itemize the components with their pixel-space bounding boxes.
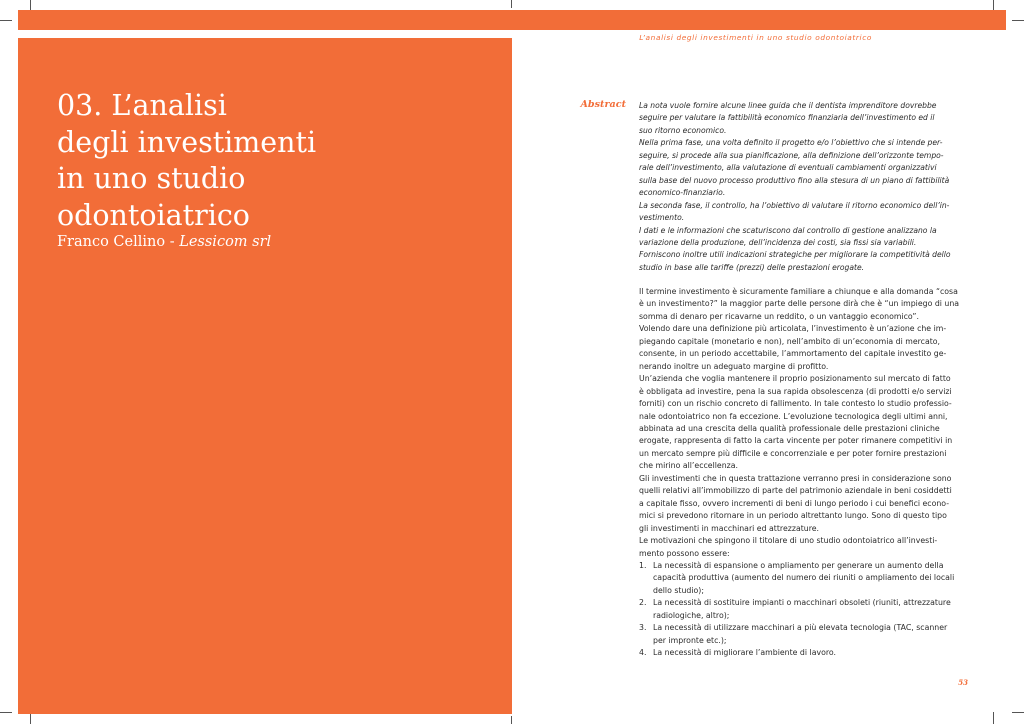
top-color-strip [18,10,1006,30]
list-item-number: 1. [639,560,647,570]
chapter-title-line: degli investimenti [57,125,317,159]
list-item [639,560,969,572]
body-line: nerando inoltre un adeguato margine di profitto. [639,361,829,371]
list-item-number: 2. [639,598,647,608]
list-item-text: La necessità di utilizzare macchinari a più elevata tecnologia (TAC, scanner [653,623,948,633]
abstract-line: suo ritorno economico. [639,125,727,135]
body-line: nale odontoiatrico non fa eccezione. L’evoluzione tecnologica degli ultimi anni, [639,411,948,421]
list-item [639,622,969,634]
list-item-continuation: capacità produttiva (aumento del numero dei riuniti o ampliamento dei locali [653,573,955,583]
list-item-number: 4. [639,648,647,658]
body-line: mici si prevedono ritornare in un periodo altrettanto lungo. Sono di questo tipo [639,511,947,521]
body-line: un mercato sempre più difficile e concorrenziale e per poter fornire prestazioni [639,448,947,458]
author-line [57,234,497,250]
chapter-title-line: in uno studio [57,162,246,195]
body-line: Un’azienda che voglia mantenere il proprio posizionamento sul mercato di fatto [639,374,951,384]
body-line: Il termine investimento è sicuramente familiare a chiunque e alla domanda “cosa [639,287,958,296]
body-line: quelli relativi all’immobilizzo di parte del patrimonio aziendale in beni cosiddetti [639,486,952,496]
abstract-line: Nella prima fase, una volta definito il progetto e/o l’obiettivo che si intende per- [639,138,943,148]
body-line: forniti) con un rischio concreto di fallimento. In tale contesto lo studio professio- [639,399,952,409]
abstract-line: economico-finanziario. [639,188,726,198]
running-header: L’analisi degli investimenti in uno studio odontoiatrico [639,33,872,42]
body-line: Gli investimenti che in questa trattazione verranno presi in considerazione sono [639,473,952,483]
chapter-title-line: 03. L’analisi [57,89,227,122]
abstract-line: vestimento. [639,213,685,223]
list-item-text: La necessità di migliorare l’ambiente di lavoro. [653,648,836,658]
abstract-line: rale dell’investimento, alla valutazione di eventuali cambiamenti organizzativi [639,163,937,173]
body-line: abbinata ad una crescita della qualità professionale delle prestazioni cliniche [639,423,940,433]
page-number: 53 [958,678,968,687]
abstract-line: variazione della produzione, dell’incidenza dei costi, sia fissi sia variabili. [639,237,917,247]
body-line: che mirino all’eccellenza. [639,461,739,471]
body-line: mento possono essere: [639,548,730,558]
list-item [639,597,969,609]
crop-mark [511,0,512,8]
list-item-text: La necessità di sostituire impianti o macchinari obsoleti (riuniti, attrezzature [653,598,951,608]
list-item-continuation: radiologiche, altro); [653,610,730,620]
crop-mark [0,712,12,713]
chapter-title [57,88,497,234]
body-line: gli investimenti in macchinari ed attrezzature. [639,523,820,533]
body-line: piegando capitale (monetario e non), nell’ambito di un’economia di mercato, [639,336,941,346]
list-item-number: 3. [639,623,647,633]
body-line: Le motivazioni che spingono il titolare di uno studio odontoiatrico all’investi- [639,536,938,546]
body-line: a capitale fisso, ovvero incrementi di beni di lungo periodo i cui benefici econo- [639,498,950,508]
abstract-line: studio in base alle tariffe (prezzi) delle prestazioni erogate. [639,262,865,272]
list-item-continuation: per impronte etc.); [653,635,727,645]
crop-mark [0,20,12,21]
list-item-continuation: dello studio); [653,585,704,595]
crop-mark [993,712,994,724]
crop-mark [511,716,512,724]
abstract-line: Forniscono inoltre utili indicazioni strategiche per migliorare la competitività dello [639,250,951,260]
abstract-text [639,100,969,274]
body-line: consente, in un periodo accettabile, l’ammortamento del capitale investito ge- [639,349,947,359]
list-item-text: La necessità di espansione o ampliamento per generare un aumento della [653,560,944,570]
abstract-line: La nota vuole fornire alcune linee guida che il dentista imprenditore dovrebbe [639,101,937,110]
body-line: è obbligata ad investire, pena la sua rapida obsolescenza (di prodotti e/o servizi [639,386,952,396]
abstract-line: seguire, si procede alla sua pianificazione, alla definizione dell’orizzonte tempo- [639,150,944,160]
abstract-line: sulla base del nuovo processo produttivo fino alla stesura di un piano di fattibilità [639,175,950,185]
body-line: somma di denaro per ricavarne un reddito, o un vantaggio economico”. [639,311,919,321]
abstract-line: I dati e le informazioni che scaturiscono dal controllo di gestione analizzano la [639,225,937,235]
body-line: Volendo dare una definizione più articolata, l’investimento è un’azione che im- [639,324,947,334]
crop-mark [1012,20,1024,21]
body-text [639,286,969,660]
chapter-title-line: odontoiatrico [57,198,250,232]
body-line: erogate, rappresenta di fatto la carta vincente per poter rimanere competitivi in [639,436,953,446]
abstract-label: Abstract [580,99,626,110]
abstract-line: La seconda fase, il controllo, ha l’obiettivo di valutare il ritorno economico dell’in- [639,200,950,210]
author-company: Lessicom srl [179,234,272,250]
abstract-line: seguire per valutare la fattibilità economico finanziaria dell’investimento ed il [639,113,935,123]
list-item [639,647,969,659]
body-line: è un investimento?” la maggior parte delle persone dirà che è “un impiego di una [639,299,960,309]
crop-mark [1012,712,1024,713]
author-name: Franco Cellino - [57,234,180,250]
